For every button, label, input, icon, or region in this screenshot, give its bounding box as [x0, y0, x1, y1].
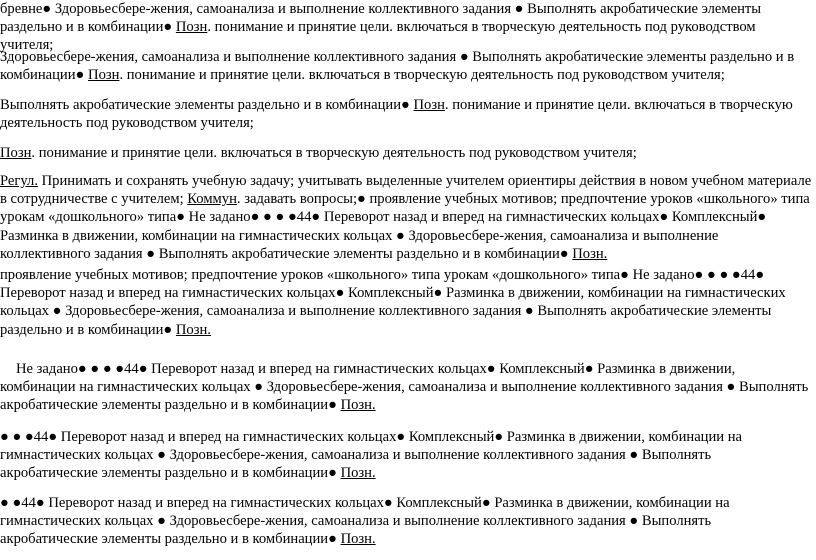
paragraph-5	[0, 172, 812, 263]
cognitive-link[interactable]: Позн.	[175, 321, 211, 338]
cognitive-link[interactable]: Позн.	[340, 465, 376, 482]
cognitive-link[interactable]: Позн.	[572, 245, 608, 262]
paragraph-1	[0, 0, 812, 55]
paragraph-6	[0, 266, 812, 339]
paragraph-text: . понимание и принятие цели. включаться в творческую деятельность под руководством учителя;	[119, 67, 725, 84]
paragraph-8	[0, 428, 812, 483]
paragraph-3	[0, 96, 812, 132]
paragraph-text: бревне● Здоровьесбере-жения, самоанализа и выполнение коллективного задания ● Выполнять акробатические элементы раздельно и в комбинации●	[0, 1, 762, 36]
cognitive-link[interactable]: Позн.	[340, 531, 376, 548]
paragraph-text: Не задано● ● ● ●44● Переворот назад и вперед на гимнастических кольцах● Комплексный● Разминка в движении, комбинации на гимнастических кольцах ● Здоровьесбере-жения, самоанализа и выполнение коллективного задания ● Выполнять акробатические элементы раздельно и в комбинации●	[0, 361, 809, 414]
cognitive-link[interactable]: Позн	[88, 67, 120, 84]
paragraph-text: . понимание и принятие цели. включаться в творческую деятельность под руководством учителя;	[31, 145, 637, 161]
regulatory-link[interactable]: Регул.	[0, 173, 38, 189]
cognitive-link[interactable]: Позн	[413, 97, 445, 113]
paragraph-text: Здоровьесбере-жения, самоанализа и выполнение коллективного задания ● Выполнять акробатические элементы раздельно и в комбинации●	[0, 49, 795, 84]
paragraph-text: проявление учебных мотивов; предпочтение уроков «школьного» типа урокам «дошкольного» типа● Не задано● ● ● ●44● Переворот назад и вперед на гимнастических кольцах● Комплексный● Разминка в движении, комбинации на гимнастических кольцах ● Здоровьесбере-жения, самоанализа и выполнение коллективного задания ● Выполнять акробатические элементы раздельно и в комбинации●	[0, 267, 786, 338]
paragraph-text: . понимание и принятие цели. включаться в творческую деятельность под руководством учителя;	[0, 97, 793, 132]
paragraph-2	[0, 48, 812, 84]
paragraph-text: . понимание и принятие цели. включаться в творческую деятельность под руководством учителя;	[0, 19, 756, 54]
paragraph-4	[0, 144, 812, 162]
paragraph-text: ● ●44● Переворот назад и вперед на гимнастических кольцах● Комплексный● Разминка в движении, комбинации на гимнастических кольцах ● Здоровьесбере-жения, самоанализа и выполнение коллективного задания ● Выполнять акробатические элементы раздельно и в комбинации●	[0, 495, 730, 548]
paragraph-text: ● ● ●44● Переворот назад и вперед на гимнастических кольцах● Комплексный● Разминка в движении, комбинации на гимнастических кольцах ● Здоровьесбере-жения, самоанализа и выполнение коллективного задания ● Выполнять акробатические элементы раздельно и в комбинации●	[0, 429, 743, 482]
paragraph-text: . задавать вопросы;● проявление учебных мотивов; предпочтение уроков «школьного» типа урокам «дошкольного» типа● Не задано● ● ● ●44● Переворот назад и вперед на гимнастических кольцах● Комплексный● Разминка в движении, комбинации на гимнастических кольцах ● Здоровьесбере-жения, самоанализа и выполнение коллективного задания ● Выполнять акробатические элементы раздельно и в комбинации●	[0, 191, 810, 262]
paragraph-7	[0, 360, 812, 415]
paragraph-text: Выполнять акробатические элементы раздельно и в комбинации●	[0, 97, 414, 113]
cognitive-link[interactable]: Позн.	[340, 397, 376, 414]
cognitive-link[interactable]: Позн	[175, 19, 208, 36]
communicative-link[interactable]: Коммун	[187, 191, 237, 208]
paragraph-9	[0, 494, 812, 549]
paragraph-text: Принимать и сохранять учебную задачу; учитывать выделенные учителем ориентиры действия в новом учебном материале в сотрудничестве с учителем;	[0, 173, 812, 208]
cognitive-link[interactable]: Позн	[0, 145, 32, 161]
